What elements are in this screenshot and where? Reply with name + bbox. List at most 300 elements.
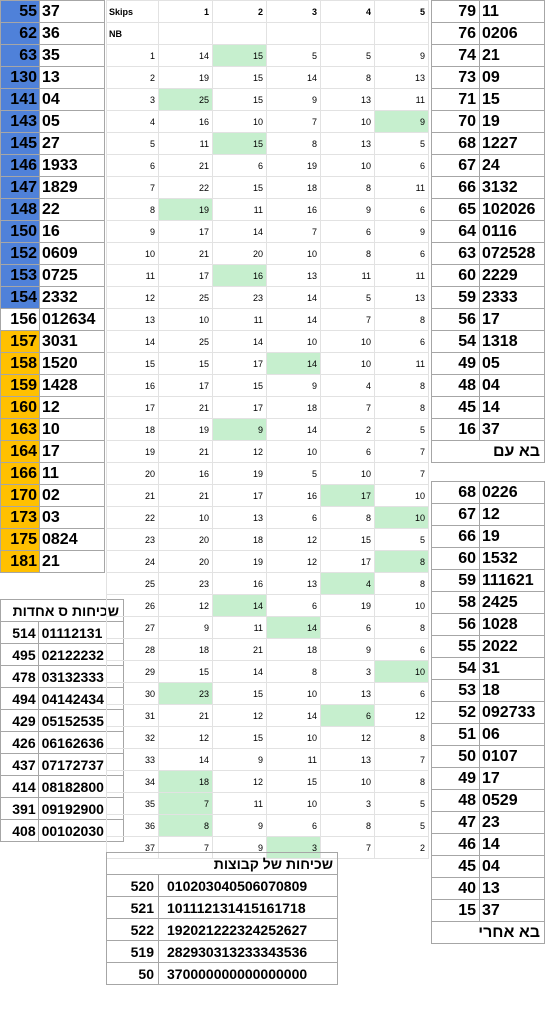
group-count-cell: 50 (107, 963, 159, 985)
skip-cell: 9 (321, 639, 375, 661)
companion-numbers-cell: 06 (480, 724, 545, 746)
skip-cell: 8 (321, 243, 375, 265)
skip-cell: 11 (321, 265, 375, 287)
companion-numbers-cell: 1318 (480, 331, 545, 353)
nb-cell: 23 (107, 529, 159, 551)
draw-gap-cell: 63 (1, 45, 40, 67)
skip-cell: 8 (375, 771, 429, 793)
companion-row (432, 834, 545, 856)
skip-cell: 19 (159, 419, 213, 441)
skips-row (107, 331, 429, 353)
skips-label: Skips (107, 1, 159, 23)
skip-cell: 7 (321, 837, 375, 859)
draw-gap-cell: 175 (1, 529, 40, 551)
skip-cell: 11 (213, 617, 267, 639)
skip-cell: 11 (213, 199, 267, 221)
digit-group-cell: 07172737 (38, 754, 123, 776)
companion-count-cell: 45 (432, 856, 480, 878)
last-drawn-row (1, 111, 105, 133)
frequency-count-cell: 408 (1, 820, 39, 842)
companion-numbers-cell: 2333 (480, 287, 545, 309)
companion-count-cell: 50 (432, 746, 480, 768)
nb-cell: 12 (107, 287, 159, 309)
companion-count-cell: 68 (432, 482, 480, 504)
nb-cell: 1 (107, 45, 159, 67)
skips-row (107, 419, 429, 441)
group-numbers-cell: 370000000000000000 (159, 963, 338, 985)
companion-numbers-cell: 072528 (480, 243, 545, 265)
companion-numbers-cell: 19 (480, 526, 545, 548)
skip-cell: 18 (159, 639, 213, 661)
nb-cell: 2 (107, 67, 159, 89)
companion-numbers-cell: 04 (480, 375, 545, 397)
companion-row (432, 375, 545, 397)
nb-cell: 35 (107, 793, 159, 815)
companion-count-cell: 70 (432, 111, 480, 133)
last-drawn-row (1, 353, 105, 375)
skip-cell: 17 (159, 375, 213, 397)
skip-cell: 21 (159, 243, 213, 265)
companion-row (432, 504, 545, 526)
skip-cell: 2 (375, 837, 429, 859)
skip-cell: 10 (321, 331, 375, 353)
skip-cell: 14 (213, 661, 267, 683)
companion-count-cell: 56 (432, 309, 480, 331)
companion-numbers-cell: 0529 (480, 790, 545, 812)
companion-row (432, 45, 545, 67)
companion-count-cell: 76 (432, 23, 480, 45)
companion-row (432, 309, 545, 331)
nb-cell: 20 (107, 463, 159, 485)
last-drawn-row (1, 441, 105, 463)
skip-cell: 13 (375, 287, 429, 309)
companion-numbers-cell: 092733 (480, 702, 545, 724)
draw-gap-cell: 152 (1, 243, 40, 265)
nb-cell: 34 (107, 771, 159, 793)
skip-cell: 14 (267, 67, 321, 89)
companion-row (432, 900, 545, 922)
skip-cell: 11 (213, 309, 267, 331)
skip-cell: 5 (267, 45, 321, 67)
skip-cell: 16 (213, 573, 267, 595)
skip-cell: 7 (375, 749, 429, 771)
skip-cell-highlighted: 8 (375, 551, 429, 573)
nb-cell: 3 (107, 89, 159, 111)
drawn-numbers-cell: 37 (40, 1, 105, 23)
last-drawn-row (1, 23, 105, 45)
skip-cell: 11 (159, 133, 213, 155)
skip-cell: 20 (159, 529, 213, 551)
companion-row (432, 353, 545, 375)
companion-count-cell: 60 (432, 265, 480, 287)
companion-numbers-cell: 18 (480, 680, 545, 702)
skip-cell: 13 (375, 67, 429, 89)
skips-row (107, 551, 429, 573)
companion-numbers-cell: 11 (480, 1, 545, 23)
skip-cell: 5 (375, 529, 429, 551)
drawn-numbers-cell: 13 (40, 67, 105, 89)
group-frequency-row (107, 963, 338, 985)
skip-cell: 9 (159, 617, 213, 639)
companion-numbers-cell: 23 (480, 812, 545, 834)
companion-count-cell: 52 (432, 702, 480, 724)
skip-cell: 8 (267, 661, 321, 683)
drawn-numbers-cell: 22 (40, 199, 105, 221)
companion-count-cell: 64 (432, 221, 480, 243)
companion-row (432, 812, 545, 834)
nb-cell: 31 (107, 705, 159, 727)
skip-cell: 6 (213, 155, 267, 177)
skip-cell-highlighted: 3 (267, 837, 321, 859)
drawn-numbers-cell: 0725 (40, 265, 105, 287)
skip-cell-highlighted: 10 (375, 661, 429, 683)
nb-cell: 15 (107, 353, 159, 375)
companion-row (432, 265, 545, 287)
drawn-numbers-cell: 04 (40, 89, 105, 111)
draw-gap-cell: 147 (1, 177, 40, 199)
companion-row (432, 111, 545, 133)
skip-cell: 11 (375, 89, 429, 111)
skip-cell: 15 (267, 771, 321, 793)
companion-count-cell: 66 (432, 177, 480, 199)
draw-gap-cell: 55 (1, 1, 40, 23)
skip-cell: 8 (375, 727, 429, 749)
skip-cell-highlighted: 15 (213, 133, 267, 155)
skip-cell: 21 (159, 155, 213, 177)
last-drawn-row (1, 243, 105, 265)
drawn-numbers-cell: 1933 (40, 155, 105, 177)
skip-cell-highlighted: 14 (213, 595, 267, 617)
skip-cell: 6 (267, 507, 321, 529)
skips-row (107, 111, 429, 133)
skip-cell-highlighted: 25 (159, 89, 213, 111)
skip-cell: 19 (159, 67, 213, 89)
skip-cell: 16 (267, 485, 321, 507)
skips-row (107, 265, 429, 287)
spacer-row (432, 463, 545, 482)
digit-group-cell: 08182800 (38, 776, 123, 798)
nb-cell: 22 (107, 507, 159, 529)
drawn-numbers-cell: 12 (40, 397, 105, 419)
skip-cell: 6 (267, 815, 321, 837)
nb-cell: 29 (107, 661, 159, 683)
frequency-count-cell: 514 (1, 622, 39, 644)
companion-count-cell: 56 (432, 614, 480, 636)
companion-numbers-cell: 15 (480, 89, 545, 111)
group-numbers-cell: 101112131415161718 (159, 897, 338, 919)
skip-cell: 9 (375, 45, 429, 67)
digit-group-cell: 04142434 (38, 688, 123, 710)
skip-cell: 15 (213, 67, 267, 89)
skip-cell: 15 (213, 683, 267, 705)
skip-cell: 16 (159, 463, 213, 485)
skip-cell: 15 (159, 353, 213, 375)
skips-row (107, 705, 429, 727)
skip-cell: 14 (267, 309, 321, 331)
skip-cell-highlighted: 8 (159, 815, 213, 837)
group-frequency-row (107, 941, 338, 963)
skip-cell: 8 (375, 573, 429, 595)
companion-count-cell: 48 (432, 790, 480, 812)
skip-cell: 12 (267, 529, 321, 551)
group-count-cell: 519 (107, 941, 159, 963)
skips-row (107, 375, 429, 397)
skip-cell: 18 (267, 177, 321, 199)
nb-cell: 32 (107, 727, 159, 749)
skip-cell: 10 (321, 111, 375, 133)
draw-gap-cell: 156 (1, 309, 40, 331)
skips-row (107, 661, 429, 683)
skip-cell: 5 (375, 133, 429, 155)
companion-row (432, 526, 545, 548)
companion-row (432, 89, 545, 111)
companion-row (432, 133, 545, 155)
companion-count-cell: 73 (432, 67, 480, 89)
skip-cell: 8 (321, 67, 375, 89)
skip-cell: 18 (267, 639, 321, 661)
skip-cell: 14 (267, 287, 321, 309)
last-drawn-row (1, 331, 105, 353)
skips-row (107, 133, 429, 155)
last-drawn-row (1, 507, 105, 529)
companion-numbers-cell: 37 (480, 419, 545, 441)
companion-row (432, 287, 545, 309)
skip-cell: 5 (321, 287, 375, 309)
drawn-numbers-cell: 16 (40, 221, 105, 243)
came-with-footer-row (432, 441, 545, 463)
companion-row (432, 636, 545, 658)
skip-cell-highlighted: 23 (159, 683, 213, 705)
companion-row (432, 768, 545, 790)
companion-numbers-cell: 2022 (480, 636, 545, 658)
skips-row (107, 485, 429, 507)
companion-numbers-cell: 24 (480, 155, 545, 177)
skip-cell: 10 (321, 771, 375, 793)
group-frequency-row (107, 897, 338, 919)
companion-numbers-cell: 21 (480, 45, 545, 67)
companion-row (432, 702, 545, 724)
group-count-cell: 520 (107, 875, 159, 897)
frequency-count-cell: 494 (1, 688, 39, 710)
companion-row (432, 790, 545, 812)
skip-cell: 15 (321, 529, 375, 551)
skip-cell: 14 (213, 221, 267, 243)
skip-cell: 13 (213, 507, 267, 529)
last-drawn-row (1, 155, 105, 177)
skip-cell: 15 (213, 177, 267, 199)
companion-row (432, 856, 545, 878)
last-drawn-row (1, 397, 105, 419)
last-drawn-row (1, 133, 105, 155)
frequency-count-cell: 391 (1, 798, 39, 820)
skip-cell: 20 (159, 551, 213, 573)
drawn-numbers-cell: 02 (40, 485, 105, 507)
drawn-numbers-cell: 35 (40, 45, 105, 67)
skip-cell: 12 (321, 727, 375, 749)
last-drawn-row (1, 287, 105, 309)
last-drawn-row (1, 45, 105, 67)
skips-row (107, 67, 429, 89)
skips-row (107, 221, 429, 243)
last-drawn-row (1, 309, 105, 331)
drawn-numbers-cell: 0609 (40, 243, 105, 265)
skip-cell: 8 (321, 507, 375, 529)
companion-count-cell: 63 (432, 243, 480, 265)
skip-cell: 14 (159, 749, 213, 771)
companion-row (432, 221, 545, 243)
nb-cell: 30 (107, 683, 159, 705)
skip-cell: 14 (267, 419, 321, 441)
skip-cell: 23 (213, 287, 267, 309)
skip-cell-highlighted: 9 (213, 419, 267, 441)
skip-cell: 21 (159, 705, 213, 727)
frequency-count-cell: 414 (1, 776, 39, 798)
skips-row (107, 177, 429, 199)
digit-group-cell: 00102030 (38, 820, 123, 842)
companion-numbers-cell: 0107 (480, 746, 545, 768)
companion-row (432, 592, 545, 614)
skips-col-1: 1 (159, 1, 213, 23)
companion-count-cell: 49 (432, 768, 480, 790)
skips-row (107, 45, 429, 67)
skip-cell: 14 (267, 705, 321, 727)
skip-cell: 8 (267, 133, 321, 155)
skip-cell: 13 (321, 89, 375, 111)
skip-cell: 16 (267, 199, 321, 221)
skip-cell: 10 (321, 463, 375, 485)
skip-cell: 19 (213, 463, 267, 485)
skips-col-4: 4 (321, 1, 375, 23)
companion-numbers-cell: 19 (480, 111, 545, 133)
companion-row (432, 155, 545, 177)
skip-cell: 10 (267, 727, 321, 749)
last-drawn-row (1, 551, 105, 573)
skip-cell: 12 (375, 705, 429, 727)
draw-gap-cell: 159 (1, 375, 40, 397)
skip-cell: 15 (213, 89, 267, 111)
skip-cell: 6 (321, 441, 375, 463)
skip-cell: 10 (267, 793, 321, 815)
nb-cell: 13 (107, 309, 159, 331)
skip-cell: 19 (267, 155, 321, 177)
draw-gap-cell: 145 (1, 133, 40, 155)
skips-row (107, 441, 429, 463)
digit-group-cell: 06162636 (38, 732, 123, 754)
drawn-numbers-cell: 27 (40, 133, 105, 155)
skip-cell: 15 (213, 375, 267, 397)
skip-cell: 17 (213, 353, 267, 375)
companion-row (432, 658, 545, 680)
draw-gap-cell: 160 (1, 397, 40, 419)
skip-cell: 6 (375, 639, 429, 661)
skips-col-5: 5 (375, 1, 429, 23)
skip-cell: 14 (159, 45, 213, 67)
draw-gap-cell: 166 (1, 463, 40, 485)
skip-cell: 19 (213, 551, 267, 573)
skip-cell: 5 (321, 45, 375, 67)
last-drawn-row (1, 89, 105, 111)
came-with-label: בא עם (432, 441, 545, 463)
skip-cell: 15 (159, 661, 213, 683)
digit-group-cell: 09192900 (38, 798, 123, 820)
digit-group-cell: 05152535 (38, 710, 123, 732)
skip-cell: 8 (375, 397, 429, 419)
skip-cell: 18 (267, 397, 321, 419)
last-drawn-row (1, 375, 105, 397)
nb-cell: 14 (107, 331, 159, 353)
companion-row (432, 177, 545, 199)
last-drawn-row (1, 221, 105, 243)
digit-group-cell: 03132333 (38, 666, 123, 688)
companion-count-cell: 66 (432, 526, 480, 548)
group-frequency-row (107, 875, 338, 897)
draw-gap-cell: 150 (1, 221, 40, 243)
skip-cell: 22 (159, 177, 213, 199)
skip-cell: 3 (321, 661, 375, 683)
nb-cell: 16 (107, 375, 159, 397)
skips-row (107, 155, 429, 177)
skip-cell-highlighted: 15 (213, 45, 267, 67)
draw-gap-cell: 141 (1, 89, 40, 111)
nb-cell: 9 (107, 221, 159, 243)
companion-numbers-cell: 14 (480, 397, 545, 419)
skip-cell: 5 (375, 419, 429, 441)
nb-cell: 28 (107, 639, 159, 661)
skip-cell: 18 (213, 529, 267, 551)
companion-row (432, 419, 545, 441)
nb-cell: 7 (107, 177, 159, 199)
last-drawn-row (1, 1, 105, 23)
last-drawn-row (1, 463, 105, 485)
skips-row (107, 309, 429, 331)
nb-label: NB (107, 23, 159, 45)
nb-cell: 5 (107, 133, 159, 155)
skip-cell: 17 (321, 551, 375, 573)
nb-cell: 27 (107, 617, 159, 639)
companion-numbers-cell: 102026 (480, 199, 545, 221)
skip-cell: 3 (321, 793, 375, 815)
drawn-numbers-cell: 1520 (40, 353, 105, 375)
draw-gap-cell: 62 (1, 23, 40, 45)
skip-cell: 9 (375, 221, 429, 243)
skip-cell-highlighted: 6 (321, 705, 375, 727)
skip-cell: 10 (321, 155, 375, 177)
skip-cell: 4 (321, 375, 375, 397)
frequency-count-cell: 495 (1, 644, 39, 666)
skip-cell: 6 (321, 221, 375, 243)
skip-cell: 16 (159, 111, 213, 133)
drawn-numbers-cell: 3031 (40, 331, 105, 353)
skips-row (107, 463, 429, 485)
companion-count-cell: 51 (432, 724, 480, 746)
companion-numbers-cell: 1028 (480, 614, 545, 636)
skip-cell: 12 (213, 441, 267, 463)
skip-cell: 21 (213, 639, 267, 661)
companion-numbers-cell: 1227 (480, 133, 545, 155)
skip-cell: 9 (213, 837, 267, 859)
skip-cell-highlighted: 16 (213, 265, 267, 287)
skips-row (107, 639, 429, 661)
nb-header-row (107, 23, 429, 45)
companion-count-cell: 15 (432, 900, 480, 922)
skip-cell: 6 (375, 243, 429, 265)
nb-cell: 21 (107, 485, 159, 507)
draw-gap-cell: 148 (1, 199, 40, 221)
companion-row (432, 199, 545, 221)
companion-count-cell: 58 (432, 592, 480, 614)
nb-cell: 19 (107, 441, 159, 463)
companion-numbers-cell: 0206 (480, 23, 545, 45)
